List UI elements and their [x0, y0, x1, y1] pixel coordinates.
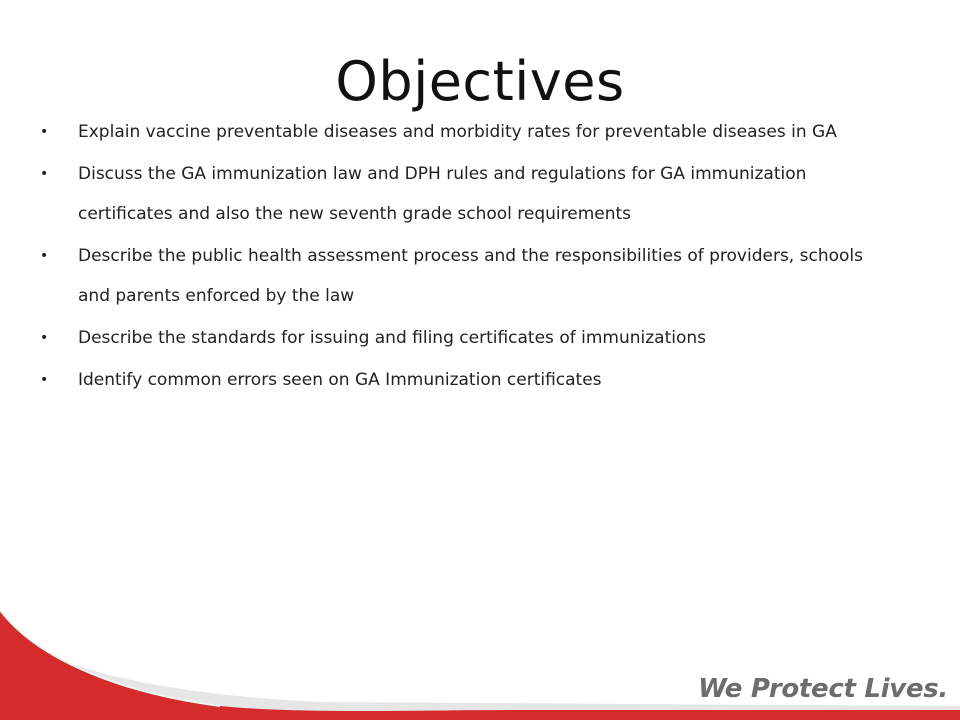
bullet-text: Discuss the GA immunization law and DPH rules and regulations for GA immunization certificates and also the new seventh grade school requirements — [78, 164, 807, 224]
objectives-list — [40, 112, 900, 400]
list-item — [40, 236, 900, 316]
bullet-icon: • — [40, 248, 49, 264]
bullet-text: Describe the public health assessment process and the responsibilities of providers, schools and parents enforced by the law — [78, 246, 863, 306]
bullet-icon: • — [40, 330, 49, 346]
bullet-text: Explain vaccine preventable diseases and morbidity rates for preventable diseases in GA — [78, 122, 837, 142]
bullet-text: Describe the standards for issuing and filing certificates of immunizations — [78, 328, 706, 348]
bullet-icon: • — [40, 124, 49, 140]
list-item — [40, 112, 900, 152]
bullet-text: Identify common errors seen on GA Immunization certificates — [78, 370, 602, 390]
list-item — [40, 154, 900, 234]
list-item — [40, 318, 900, 358]
bullet-icon: • — [40, 166, 49, 182]
bullet-icon: • — [40, 372, 49, 388]
slide-title: Objectives — [335, 50, 625, 114]
tagline: We Protect Lives. — [698, 674, 948, 704]
list-item — [40, 360, 900, 400]
